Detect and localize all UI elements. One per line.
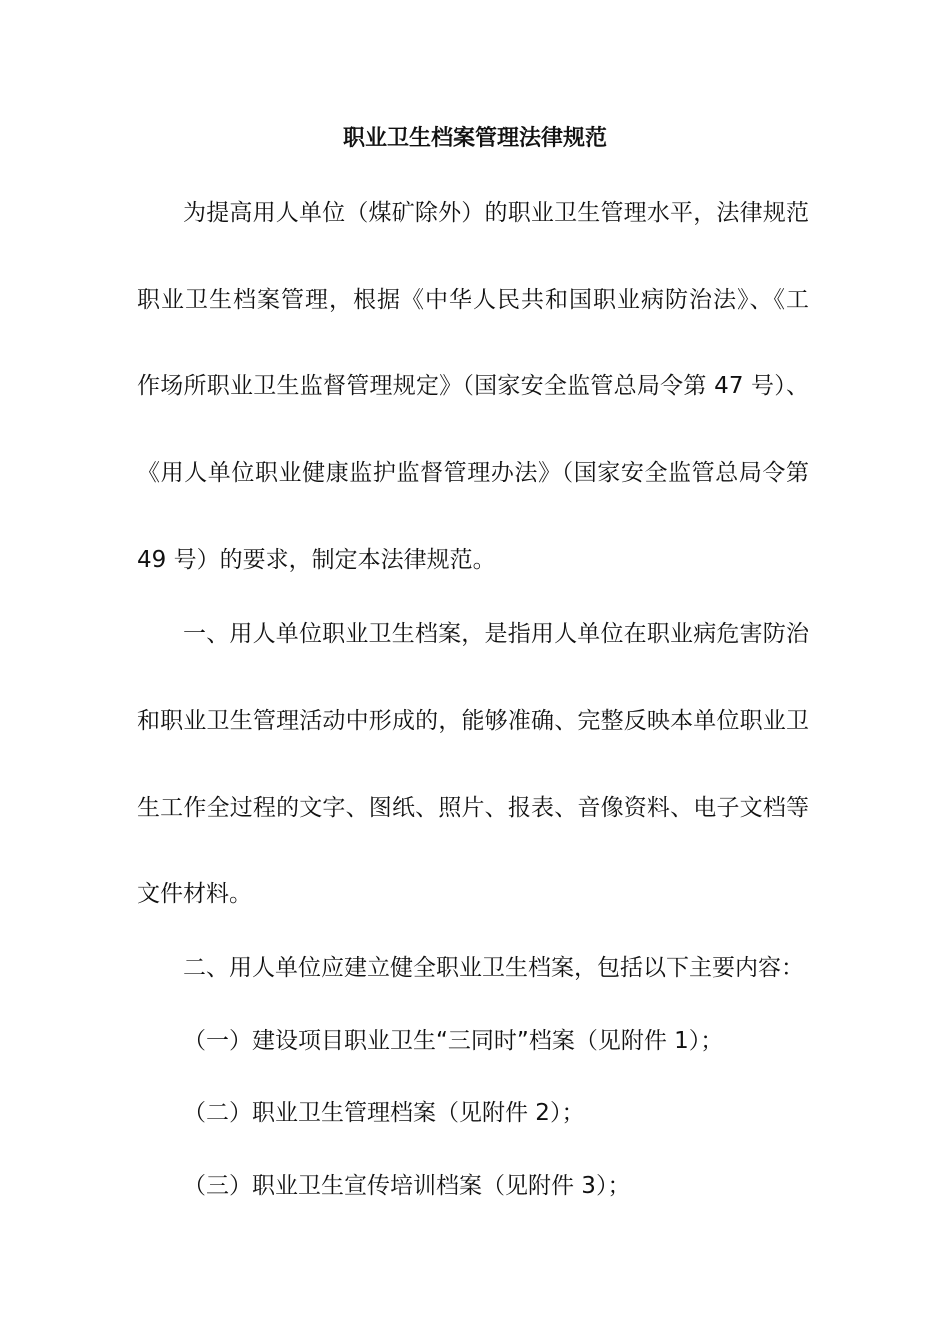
- paragraph-line: 为提高用人单位（煤矿除外）的职业卫生管理水平，法律规范: [183, 200, 809, 226]
- paragraph-line: 文件材料。: [137, 881, 252, 907]
- document-title: 职业卫生档案管理法律规范: [342, 126, 607, 151]
- paragraph-line: 生工作全过程的文字、图纸、照片、报表、音像资料、电子文档等: [137, 795, 809, 821]
- list-item: （三）职业卫生宣传培训档案（见附件 3）；: [183, 1173, 631, 1199]
- list-item: （二）职业卫生管理档案（见附件 2）；: [183, 1100, 585, 1126]
- paragraph-line: 和职业卫生管理活动中形成的，能够准确、完整反映本单位职业卫: [137, 708, 809, 734]
- paragraph-line: 作场所职业卫生监督管理规定》（国家安全监管总局令第 47 号）、: [137, 373, 809, 399]
- paragraph-line: 《用人单位职业健康监护监督管理办法》（国家安全监管总局令第: [137, 460, 809, 486]
- list-item: （一）建设项目职业卫生“三同时”档案（见附件 1）；: [183, 1028, 724, 1054]
- paragraph-line: 二、用人单位应建立健全职业卫生档案，包括以下主要内容：: [183, 955, 804, 981]
- paragraph-line: 49 号）的要求，制定本法律规范。: [137, 547, 496, 573]
- paragraph-line: 一、用人单位职业卫生档案，是指用人单位在职业病危害防治: [183, 621, 809, 647]
- paragraph-line: 职业卫生档案管理，根据《中华人民共和国职业病防治法》、《工: [137, 287, 809, 313]
